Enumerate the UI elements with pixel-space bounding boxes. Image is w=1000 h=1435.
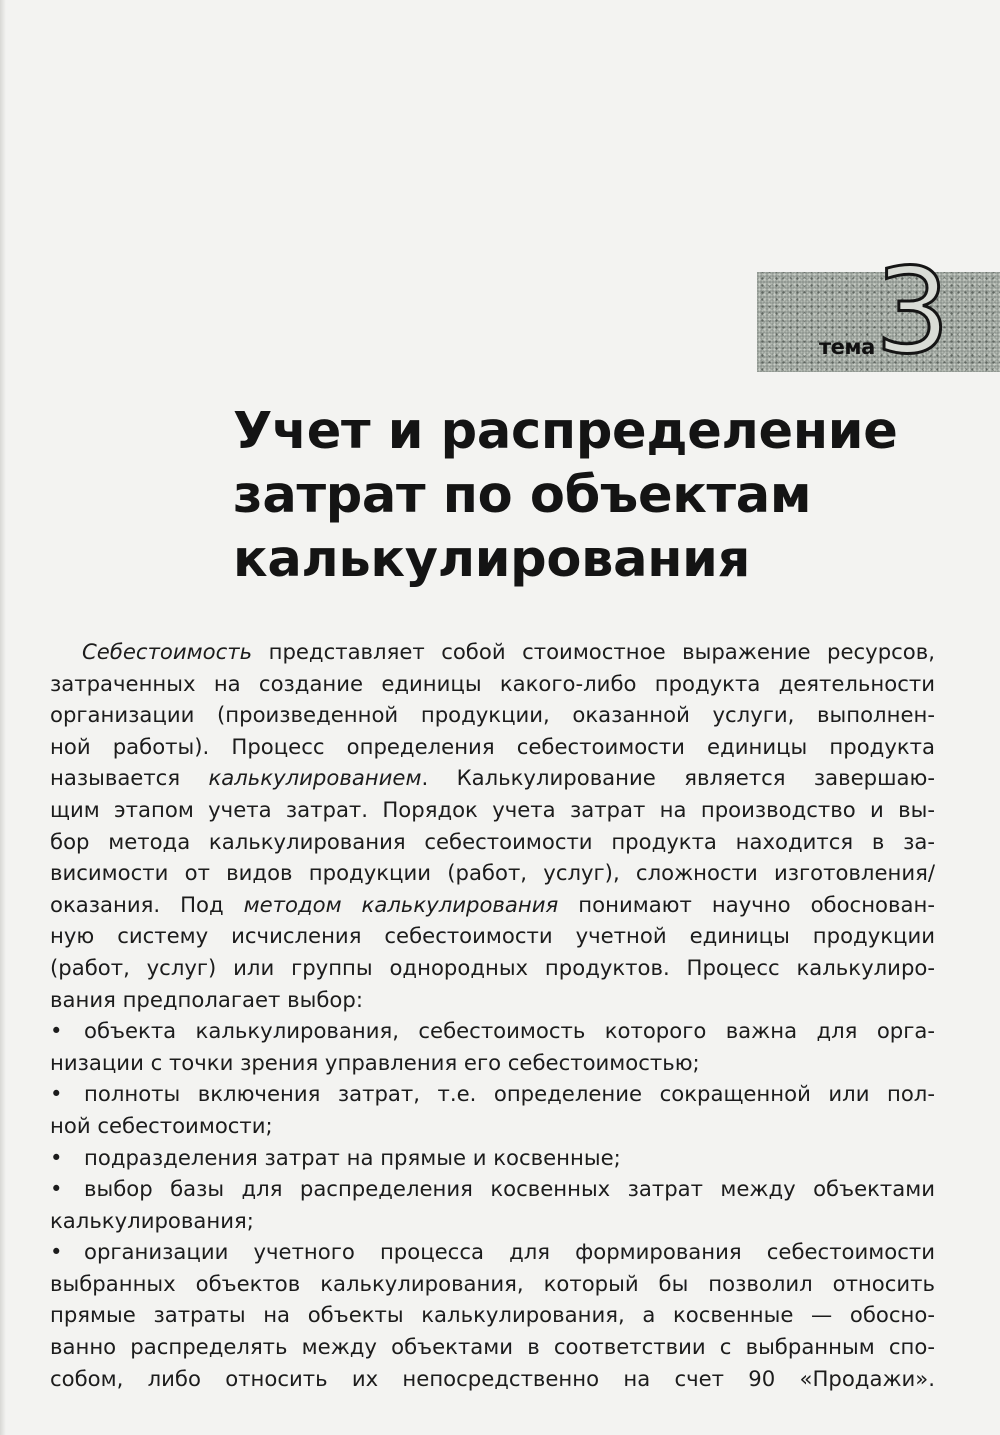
- page-edge-shadow: [0, 0, 6, 1435]
- list-item-text: организации учетного процесса для формирования себестоимости: [84, 1239, 935, 1265]
- paragraph-line: [50, 636, 935, 668]
- body-text: [50, 636, 935, 1394]
- list-item-bullet-5: [50, 1236, 935, 1268]
- paragraph-line: висимости от видов продукции (работ, услуг), сложности изготовления/: [50, 860, 935, 886]
- topic-number: 3: [875, 242, 951, 380]
- paragraph-line: бор метода калькулирования себестоимости продукта находится в за-: [50, 828, 935, 854]
- paragraph-line: организации (произведенной продукции, оказанной услуги, выполнен-: [50, 702, 935, 728]
- list-item-line: выбранных объектов калькулирования, который бы позволил относить: [50, 1270, 935, 1296]
- paragraph-text: оказания. Под: [50, 891, 244, 917]
- list-item-bullet-3: [50, 1142, 935, 1174]
- bullet-marker: •: [50, 1081, 63, 1107]
- chapter-title-line: Учет и распределение: [233, 402, 898, 461]
- paragraph-line: [50, 889, 935, 921]
- paragraph-line: ную систему исчисления себестоимости учетной единицы продукции: [50, 923, 935, 949]
- paragraph-line: щим этапом учета затрат. Порядок учета затрат на производство и вы-: [50, 796, 935, 822]
- paragraph-line: вания предполагает выбор:: [50, 986, 363, 1012]
- list-item-text: выбор базы для распределения косвенных затрат между объектами: [84, 1176, 935, 1202]
- paragraph-text: представляет собой стоимостное выражение ресурсов,: [252, 639, 935, 664]
- paragraph-text: . Калькулирование является завершаю-: [421, 765, 935, 791]
- bullet-marker: •: [50, 1018, 63, 1044]
- term-costing-method: методом калькулирования: [243, 891, 559, 917]
- bullet-marker: •: [50, 1239, 63, 1265]
- list-item-bullet-2: [50, 1078, 935, 1110]
- list-item-line: ной себестоимости;: [50, 1112, 273, 1138]
- paragraph-line: (работ, услуг) или группы однородных продуктов. Процесс калькулиро-: [50, 954, 935, 980]
- paragraph-line: затраченных на создание единицы какого-либо продукта деятельности: [50, 670, 935, 696]
- paragraph-text: называется: [50, 765, 209, 791]
- bullet-marker: •: [50, 1176, 63, 1202]
- topic-label: тема: [819, 335, 875, 359]
- list-item-text: полноты включения затрат, т.е. определение сокращенной или пол-: [84, 1081, 935, 1107]
- chapter-title-line: калькулирования: [233, 530, 751, 589]
- term-cost: Себестоимость: [82, 639, 253, 664]
- list-item-bullet-1: [50, 1015, 935, 1047]
- paragraph-line: ной работы). Процесс определения себестоимости единицы продукта: [50, 733, 935, 759]
- term-costing: калькулированием: [208, 765, 422, 791]
- list-item-line: ванно распределять между объектами в соответствии с выбранным спо-: [50, 1334, 935, 1360]
- paragraph-text: понимают научно обоснован-: [558, 891, 935, 917]
- list-item-line: собом, либо относить их непосредственно на счет 90 «Продажи».: [50, 1365, 935, 1391]
- list-item-line: прямые затраты на объекты калькулирования, а косвенные — обосно-: [50, 1302, 935, 1328]
- paragraph-line: [50, 762, 935, 794]
- list-item-bullet-4: [50, 1173, 935, 1205]
- list-item-text: объекта калькулирования, себестоимость которого важна для орга-: [84, 1018, 935, 1044]
- chapter-title-line: затрат по объектам: [233, 466, 812, 525]
- list-item-line: калькулирования;: [50, 1207, 254, 1233]
- bullet-marker: •: [50, 1144, 63, 1170]
- list-item-line: низации с точки зрения управления его себестоимостью;: [50, 1049, 700, 1075]
- list-item-text: подразделения затрат на прямые и косвенные;: [84, 1144, 621, 1170]
- topic-badge: [757, 242, 1000, 380]
- chapter-title: [233, 400, 953, 592]
